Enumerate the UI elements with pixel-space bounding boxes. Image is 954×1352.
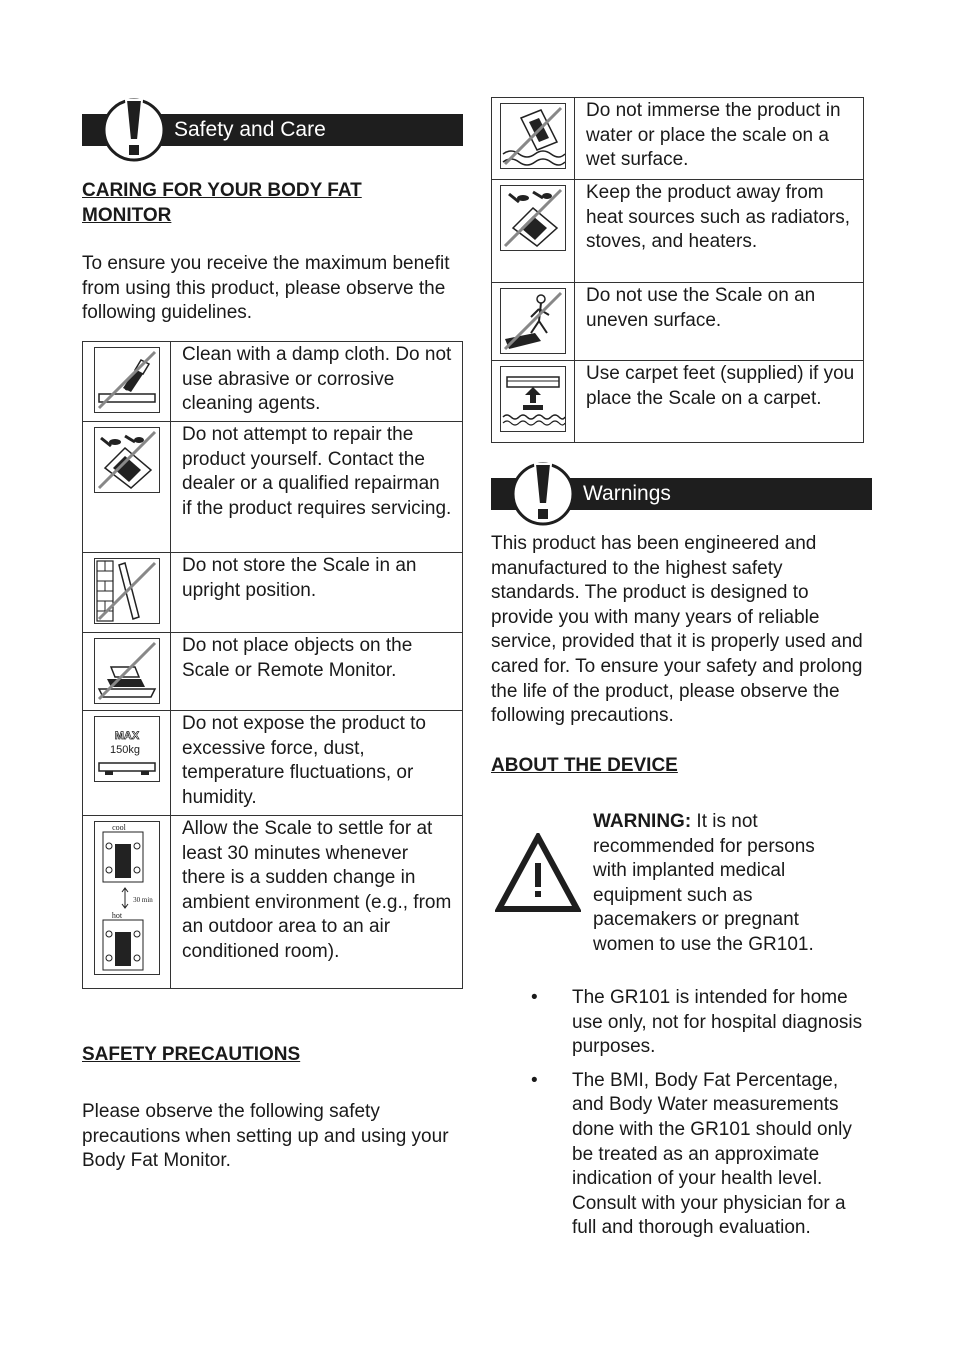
safety-heading: SAFETY PRECAUTIONS [82,1044,301,1065]
table-row [492,361,864,443]
safety-care-banner [82,114,463,146]
table-row [83,553,463,633]
table-row [492,283,864,361]
table-row [83,342,463,422]
caring-heading: CARING FOR YOUR BODY FAT MONITOR [82,180,362,226]
max-label: MAX [114,730,139,742]
care-text: Clean with a damp cloth. Do not use abrasive or corrosive cleaning agents. [171,342,463,422]
no-uneven-surface-icon [500,288,566,354]
bullet-icon: • [531,1069,538,1091]
hot-label: hot [111,911,122,920]
bullet-text: The GR101 is intended for home use only, not for hospital diagnosis purposes. [572,987,863,1058]
care-table-left [82,341,463,989]
exclamation-badge-icon [102,98,166,162]
no-repair-tools-icon [94,427,160,493]
care-text: Do not place objects on the Scale or Remote Monitor. [171,633,463,711]
table-row [492,180,864,283]
warnings-intro: This product has been engineered and manufactured to the highest safety standards. The product is designed to provide you with many years of reliable service, provided that it is properly used and cared for. To ensure your safety and prolong the life of the product, please observe the following precautions. [491,533,863,727]
warning-text: It is not recommended for persons with implanted medical equipment such as pacemakers or pregnant women to use the GR101. [593,811,815,955]
no-water-icon [500,103,566,169]
cool-label: cool [111,823,126,832]
care-table-right [491,97,864,443]
device-bullets [531,986,864,1250]
banner-title: Warnings [583,482,671,505]
no-heat-icon [500,185,566,251]
temperature-settle-icon [94,821,160,975]
care-text: Do not store the Scale in an upright position. [171,553,463,633]
care-text: Do not use the Scale on an uneven surface. [575,283,864,361]
table-row [83,633,463,711]
care-text: Do not attempt to repair the product yourself. Contact the dealer or a qualified repairman if the product requires servicing. [171,422,463,553]
list-item [531,986,864,1060]
no-upright-storage-icon [94,558,160,624]
damp-cloth-icon [94,347,160,413]
warning-notice [593,810,853,958]
bullet-icon: • [531,987,538,1008]
bullet-text: The BMI, Body Fat Percentage, and Body Water measurements done with the GR101 should only be treated as an approximate indication of your health level. Consult with your physician for a full and thorough evaluation. [572,1069,852,1239]
max-value: 150kg [109,744,140,756]
max-load-icon [94,716,160,782]
safety-intro: Please observe the following safety precautions when setting up and using your Body Fat Monitor. [82,1101,449,1172]
care-text: Do not immerse the product in water or place the scale on a wet surface. [575,98,864,180]
warnings-banner [491,478,872,510]
care-text: Do not expose the product to excessive force, dust, temperature fluctuations, or humidity. [171,711,463,816]
exclamation-badge-icon [511,462,575,526]
time-label: 30 min [132,896,153,904]
table-row [83,711,463,816]
banner-title: Safety and Care [174,118,326,141]
list-item [531,1069,864,1241]
about-heading: ABOUT THE DEVICE [491,755,678,776]
warning-label: WARNING: [593,811,692,832]
table-row [83,422,463,553]
table-row [492,98,864,180]
care-text: Keep the product away from heat sources such as radiators, stoves, and heaters. [575,180,864,283]
carpet-feet-icon [500,366,566,432]
no-objects-on-scale-icon [94,638,160,704]
warning-triangle-icon [495,833,581,913]
table-row [83,816,463,989]
caring-intro: To ensure you receive the maximum benefit from using this product, please observe the following guidelines. [82,253,450,324]
care-text: Allow the Scale to settle for at least 30 minutes whenever there is a sudden change in ambient environment (e.g., from an outdoor area to an air conditioned room). [171,816,463,989]
care-text: Use carpet feet (supplied) if you place the Scale on a carpet. [575,361,864,443]
